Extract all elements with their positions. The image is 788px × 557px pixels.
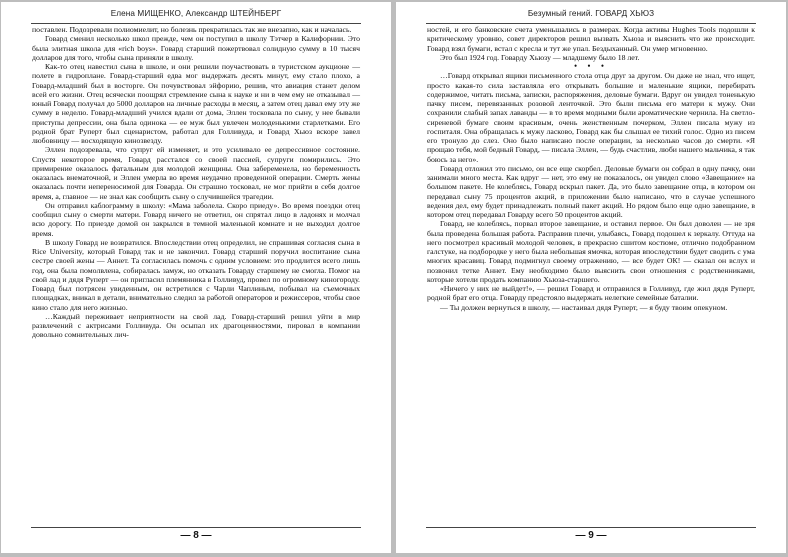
paragraph: В школу Говард не возвратился. Впоследствии отец определил, не спрашивая согласия сына в Rice University, который Говард так и не закончил. Говард старший поручил воспитание сына сестре своей жены — Аннет. Та согласилась помочь с одним условием: это продлится всего лишь год, она была помолвлена, собиралась замуж, но отказать Говарду старшему не смогла. Помог на свой лад и дядя Руперт — он пригласил племянника в Голливуд, провел по огромному киногороду. Говард был потрясен увиденным, он встретился с Чарли Чаплиным, побывал на съемочных площадках, вникал в детали, внимательно следил за работой операторов и режиссеров, чтобы свое кино стало для него жизнью. — [32, 237, 360, 312]
page-number: — 9 — — [575, 530, 607, 541]
paragraph: Как-то отец навестил сына в школе, и они решили поучаствовать в туристском аукционе — полете в гидроплане. Говард-старший едва мог выдержать десять минут, ему стало плохо, а Говард-младший был в восторге. Он почувствовал эйфорию, решив, что авиация станет делом всей его жизни. Отец всячески поощрял стремление сына к науке и ни в чем ему не отказывал — юный Говард получал до 5000 долларов на личные расходы в месяц, а затем отец давал ему эту же сумму в неделю. Говард-младший учился вдали от дома, Эллен тосковала по сыну, у нее бывали приступы депрессии, она была одинока — ее муж был увлечен молоденькими старлетками. Его родной брат Руперт был сценаристом, работал для Голливуда, и Говард Хьюз вскоре завел любовницу — восходящую кинозвезду. — [32, 62, 360, 145]
paragraph: поставлен. Подозревали полиомиелит, но болезнь прекратилась так же внезапно, как и началась. — [32, 25, 352, 34]
page-number: — 8 — — [180, 530, 212, 541]
paragraph: Говард, не колеблясь, порвал второе завещание, и оставил первое. Он был доволен — не зря была проведена большая работа. Расправив плечи, улыбаясь, Говард подошел к зеркалу. Оттуда на него посмотрел красивый молодой человек, в прекрасно сшитом костюме, отлично подобранном галстуке, на подбородке у него была небольшая ямочка, которая впоследствии будет сводить с ума многих красавиц. Говард подмигнул своему отражению, — все будет ОК! — сказал он вслух и позвонил тетке Аннет. Ему необходимо было выяснить свои отношения с родственниками, которые хотели продать компанию Хьюза-старшего. — [427, 219, 755, 284]
paragraph: Эллен подозревала, что супруг ей изменяет, и это усиливало ее депрессивное состояние. Спустя некоторое время, Говард расстался со своей пассией, супруги помирились. Это примирение оказалось фатальным для молодой женщины. Она забеременела, но беременность оказалась внематочной, и Эллен умерла во время неудачно проведенной операции. Смерть жены оказалась почти непереносимой для Говарда. Он страшно тосковал, не мог прийти в себя долгое время, а, главное — не знал как сообщить сыну о случившейся трагедии. — [32, 145, 360, 201]
header-rule — [426, 23, 756, 24]
paragraph: Он отправил каблограмму в школу: «Мама заболела. Скоро приеду». Во время поездки отец сообщил сыну о смерти матери. Говард ничего не ответил, он спрятал лицо в ладонях и молчал всю дорогу. По приезде домой он закрылся в темной маленькой комнате и не выходил долгое время. — [32, 200, 360, 238]
body-text — [32, 25, 360, 340]
footer-rule — [31, 527, 361, 528]
paragraph: — Ты должен вернуться в школу, — настаивал дядя Руперт, — я буду твоим опекуном. — [440, 302, 728, 312]
running-header: Елена МИЩЕНКО, Александр ШТЕЙНБЕРГ — [110, 9, 282, 18]
paragraph: «Ничего у них не выйдет!», — решил Говард и отправился в Голливуд, где жил дядя Руперт, родной брат его отца. Говарду предстояло выдержать нелегкие семейные баталии. — [427, 284, 755, 303]
body-text — [427, 25, 755, 312]
paragraph: …Каждый переживает неприятности на свой лад. Говард-старший решил уйти в мир развлечений с актрисами Голливуда. Он осыпал их драгоценностями, пировал в компании довольно сомнительных лич- — [32, 311, 360, 340]
section-separator: • • • — [574, 61, 608, 71]
right-page — [396, 2, 786, 553]
footer-rule — [426, 527, 756, 528]
paragraph: Говард сменил несколько школ прежде, чем он поступил в школу Тэтчер в Калифорнии. Это была элитная школа для «rich boys». Говард старший пожертвовал солидную сумму в 10 тысяч долларов для того, чтобы сына приняли в школу. — [32, 34, 360, 62]
paragraph: …Говард открывал ящики письменного стола отца друг за другом. Он даже не знал, что ищет, просто какая-то сила заставляла его открывать большие и маленькие ящики, перебирать содержимое, читать письма, записки, распоряжения, деловые бумаги. Вдруг он увидел тоненькую пачку писем, перевязанных розовой ленточкой. Это были письма его матери к мужу. Они сохранили слабый запах лаванды — в то время модными были ароматические чернила. На светло-сиреневой бумаге своим красивым, очень женственным почерком, Эллен писала мужу из госпиталя. Она обращалась к мужу ласково, Говард как бы слышал ее тихий голос. Одно из писем его тронуло до слез. Оно было написано после операции, за несколько часов до смерти. «Я прощаю тебя, мой бедный Говард, — писала Эллен, — будь счастлив, люби нашего мальчика, я так боюсь за него». — [427, 71, 756, 164]
paragraph: Это был 1924 год. Говарду Хьюзу — младшему было 18 лет. — [440, 52, 640, 62]
paragraph: ностей, и его банковские счета уменьшались в размерах. Когда активы Hughes Tools подошли к критическому уровню, совет директоров решил вызвать Хьюза и выяснить что же происходит. Говард взял бумаги, встал с кресла и тут же упал. Бездыханный. Он умер мгновенно. — [427, 25, 755, 53]
header-rule — [31, 23, 361, 24]
left-page — [1, 2, 391, 553]
paragraph: Говард отложил это письмо, он все еще скорбел. Деловые бумаги он собрал в одну пачку, они занимали много места. Как вдруг — нет, это ему не показалось, он увидел слово «Завещание» на большом пакете. Не колеблясь, Говард вскрыл пакет. Да, это было завещание отца, в котором он передавал сыну 75 процентов акций, в приложении было написано, что в случае успешного ведения дел, ему будет принадлежать полный пакет акций. Но рядом было еще одно завещание, в котором отец передавал Говарду всего 50 процентов акций. — [427, 163, 755, 219]
running-header: Безумный гений. ГОВАРД ХЬЮЗ — [527, 9, 655, 18]
